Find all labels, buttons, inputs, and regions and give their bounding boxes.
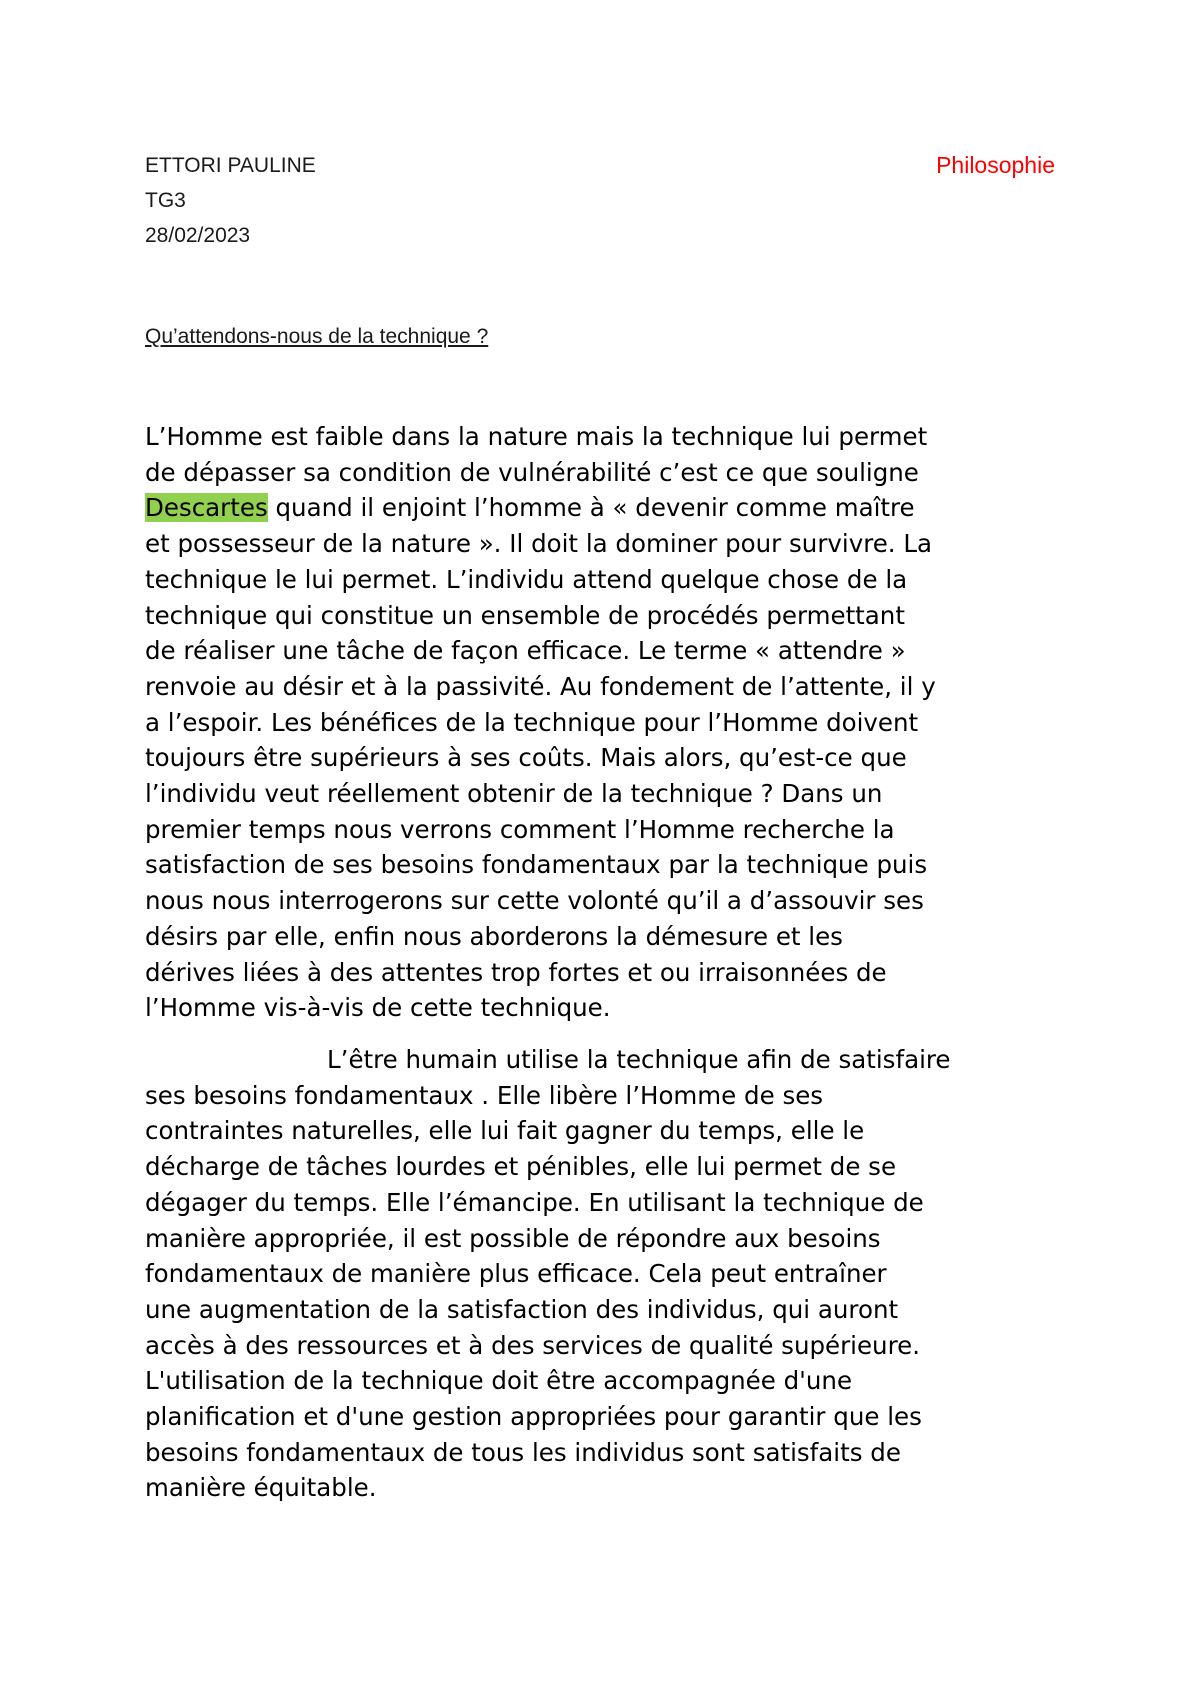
text-line: dérives liées à des attentes trop fortes et ou irraisonnées de	[145, 957, 887, 987]
text-line: de réaliser une tâche de façon efficace. Le terme « attendre »	[145, 636, 906, 666]
text-line: de dépasser sa condition de vulnérabilité c’est ce que souligne	[145, 457, 919, 487]
text-line: contraintes naturelles, elle lui fait gagner du temps, elle le	[145, 1116, 865, 1146]
text-line: technique le lui permet. L’individu attend quelque chose de la	[145, 564, 908, 594]
header-info	[145, 148, 316, 253]
highlighted-text: Descartes	[145, 493, 268, 523]
text-line: technique qui constitue un ensemble de procédés permettant	[145, 600, 905, 630]
text-line: l’individu veut réellement obtenir de la technique ? Dans un	[145, 779, 883, 809]
text-line: toujours être supérieurs à ses coûts. Mais alors, qu’est-ce que	[145, 743, 907, 773]
text-line: planification et d'une gestion appropriées pour garantir que les	[145, 1402, 922, 1432]
text-line: décharge de tâches lourdes et pénibles, elle lui permet de se	[145, 1152, 897, 1182]
intro-paragraph	[145, 419, 936, 1026]
text-line: désirs par elle, enfin nous aborderons la démesure et les	[145, 921, 843, 951]
text-line	[145, 490, 936, 526]
text-line: premier temps nous verrons comment l’Homme recherche la	[145, 814, 895, 844]
text-line: manière appropriée, il est possible de répondre aux besoins	[145, 1223, 881, 1253]
text-line: nous nous interrogerons sur cette volonté qu’il a d’assouvir ses	[145, 886, 924, 916]
text-line: et possesseur de la nature ». Il doit la dominer pour survivre. La	[145, 529, 933, 559]
text-line: satisfaction de ses besoins fondamentaux par la technique puis	[145, 850, 928, 880]
part1-paragraph	[145, 1042, 951, 1506]
author-name: ETTORI PAULINE	[145, 154, 316, 177]
text-line: renvoie au désir et à la passivité. Au fondement de l’attente, il y	[145, 671, 936, 701]
text-span: quand il enjoint l’homme à « devenir comme maître	[267, 493, 915, 523]
text-line: l’Homme vis-à-vis de cette technique.	[145, 993, 611, 1023]
text-line: L’être humain utilise la technique afin de satisfaire	[327, 1045, 951, 1074]
class-name: TG3	[145, 189, 186, 212]
text-line: fondamentaux de manière plus efficace. Cela peut entraîner	[145, 1259, 887, 1289]
text-line: ses besoins fondamentaux . Elle libère l’Homme de ses	[145, 1080, 824, 1110]
text-line: L'utilisation de la technique doit être accompagnée d'une	[145, 1366, 853, 1396]
text-line: dégager du temps. Elle l’émancipe. En utilisant la technique de	[145, 1187, 924, 1217]
subject-label: Philosophie	[936, 152, 1055, 178]
text-line: L’Homme est faible dans la nature mais la technique lui permet	[145, 422, 928, 451]
text-line: a l’espoir. Les bénéfices de la technique pour l’Homme doivent	[145, 707, 919, 737]
text-line: manière équitable.	[145, 1473, 377, 1503]
text-line: accès à des ressources et à des services de qualité supérieure.	[145, 1330, 920, 1360]
text-line: une augmentation de la satisfaction des individus, qui auront	[145, 1294, 899, 1324]
text-line: besoins fondamentaux de tous les individus sont satisfaits de	[145, 1437, 901, 1467]
document-title: Qu’attendons-nous de la technique ?	[145, 325, 489, 348]
document-date: 28/02/2023	[145, 224, 251, 247]
